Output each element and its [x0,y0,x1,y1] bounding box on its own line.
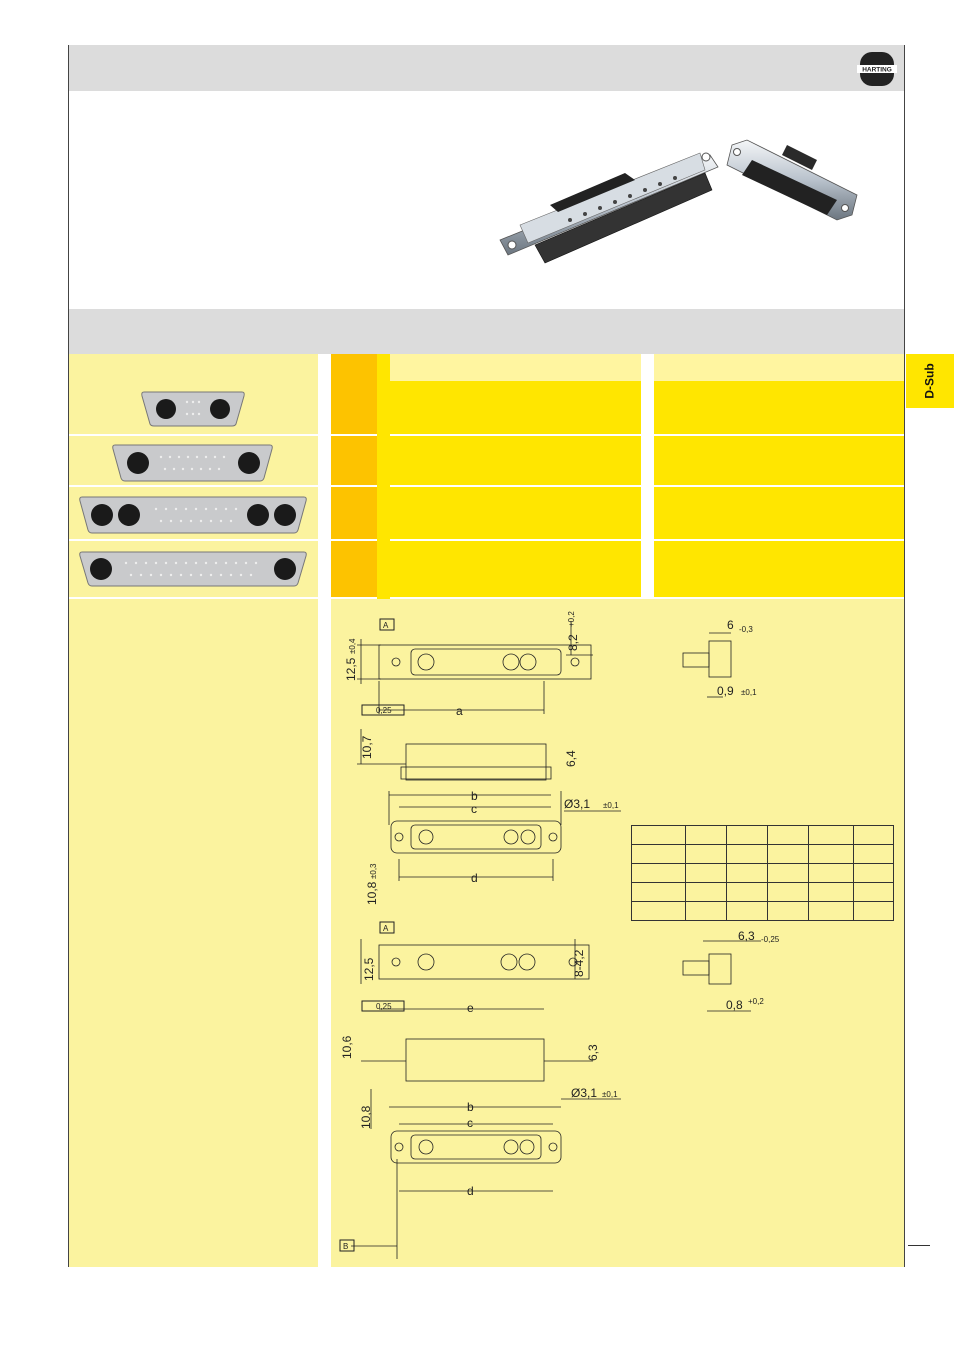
row-separator [69,485,904,487]
dim-12-5: 12,5 [344,657,358,681]
dim-8-2-tol: +0,2 [567,611,576,627]
cell-r1-c1 [390,381,641,434]
dim-c: c [471,802,477,816]
side-tab-dsub[interactable] [906,354,954,408]
left-lower-panel [69,599,318,1267]
connector-face-3w3-icon [140,390,246,428]
cell-r1-c2 [654,381,904,434]
orange-column [331,381,377,599]
datum-b-label: B [343,1242,349,1251]
dim-0-8-tol: +0,2 [748,997,764,1006]
connector-face-17w2-icon [111,443,274,483]
cell-r3-c2 [654,487,904,539]
dim-0-8: 0,8 [726,998,743,1012]
table-header-cell-2 [654,354,904,381]
dim-phi-tol: ±0,1 [603,801,619,810]
dim-6-4: 6,4 [564,750,578,767]
dimension-table [631,825,894,921]
dim-6-tol: -0,3 [739,625,753,634]
dim-10-8: 10,8 [365,881,379,905]
dim-d-2: d [467,1184,474,1198]
column-gap-2 [377,354,390,599]
dim-c-2: c [467,1116,473,1130]
section-bar [69,309,904,354]
dim-10-6: 10,6 [340,1035,354,1059]
dim-6-3-tol: -0,25 [761,935,780,944]
dim-phi: Ø3,1 [564,797,591,811]
table-header-cell-1 [390,354,641,381]
cell-r2-c2 [654,436,904,485]
dim-10-8-tol: ±0,3 [369,863,378,879]
datum-a-label: A [383,621,389,630]
logo-text: HARTING [862,66,892,74]
page-number-rule [908,1245,930,1246]
dim-8-2: 8,2 [566,634,580,651]
datum-a-label-2: A [383,924,389,933]
dim-b-2: b [467,1100,474,1114]
cell-r4-c2 [654,541,904,599]
dim-phi-2: Ø3,1 [571,1086,598,1100]
row-separator [69,434,904,436]
dim-0-9: 0,9 [717,684,734,698]
dim-6-3: 6,3 [738,929,755,943]
dim-10-7: 10,7 [360,735,374,759]
orange-header-cell [331,354,377,381]
tolerance-box-2: 0,25 [376,1002,392,1011]
connector-face-27w2-icon [78,550,308,588]
product-photo [495,125,865,275]
dim-6-3-b: 6,3 [586,1044,600,1061]
frame-right-line [904,45,905,1267]
dim-b: b [471,789,478,803]
dim-12-5-b: 12,5 [362,957,376,981]
column-gap [318,354,331,1267]
header-bar [69,45,904,91]
connector-face-21w4-icon [78,495,308,535]
dim-8-4-2: 8-4,2 [572,949,586,977]
dim-0-9-tol: ±0,1 [741,688,757,697]
dim-10-8-b: 10,8 [359,1105,373,1129]
dim-phi-2-tol: ±0,1 [602,1090,618,1099]
column-gap-3 [641,354,654,599]
dim-d: d [471,871,478,885]
cell-r2-c1 [390,436,641,485]
cell-r4-c1 [390,541,641,599]
harting-logo [857,50,897,88]
tolerance-box-1: 0,25 [376,706,392,715]
side-tab-label: D-Sub [922,363,937,399]
technical-drawing [331,599,904,1267]
row-separator [69,539,904,541]
dim-12-5-tol: ±0,4 [348,638,357,654]
dim-6: 6 [727,618,734,632]
dim-e: e [467,1001,474,1015]
dim-a: a [456,704,463,718]
cell-r3-c1 [390,487,641,539]
